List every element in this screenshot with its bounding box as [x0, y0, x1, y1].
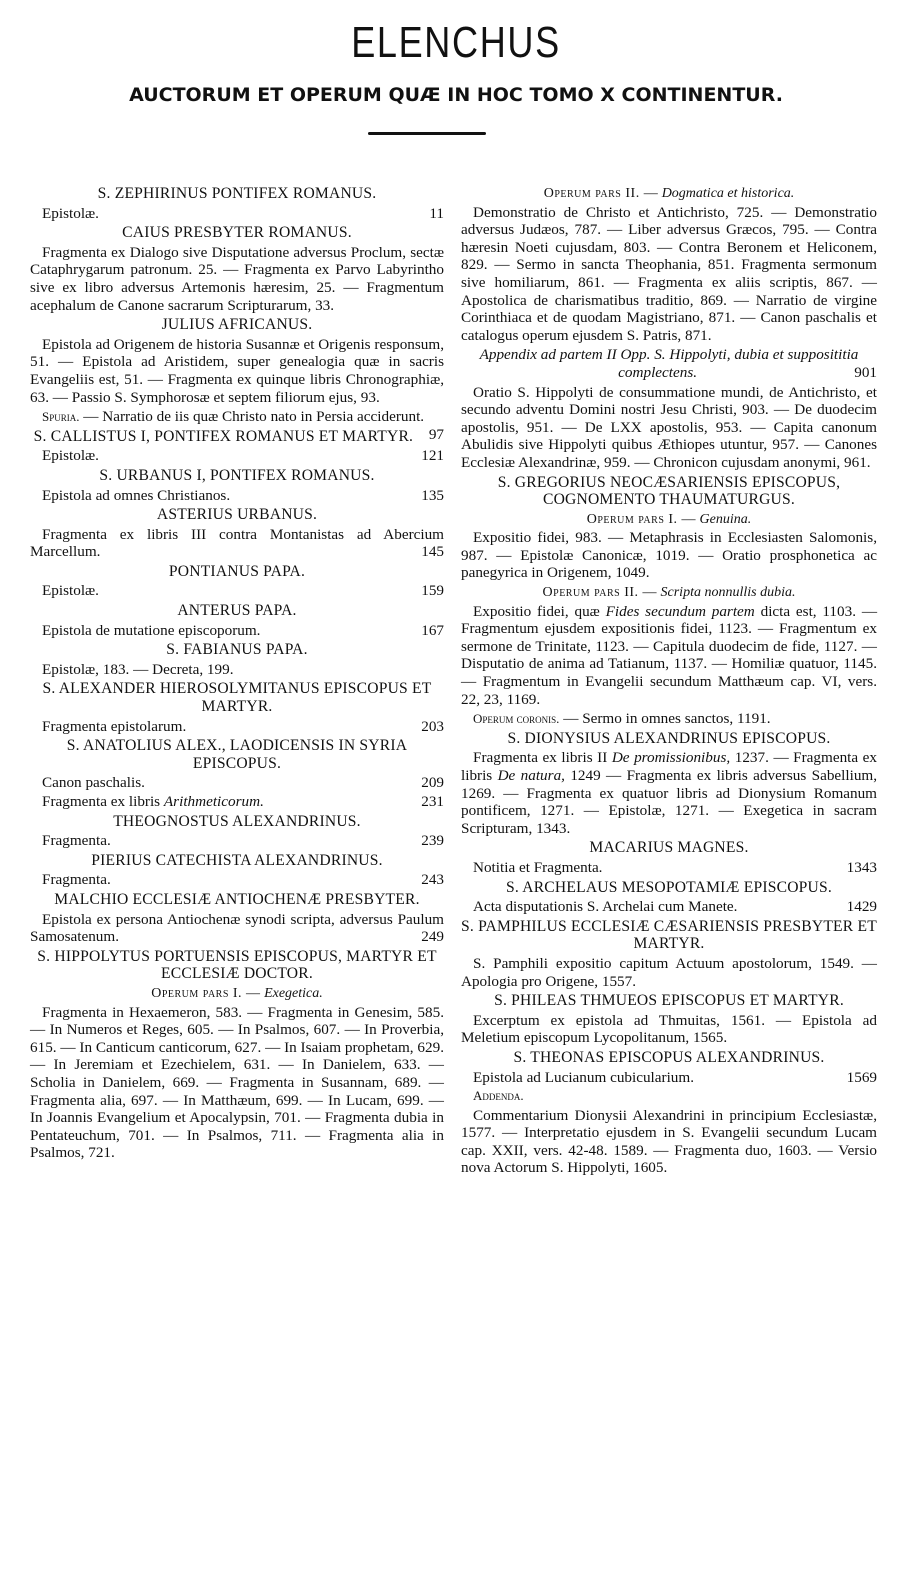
entry-row — [30, 871, 444, 889]
entry-label: Fragmenta. — [42, 832, 111, 850]
page-number: 1343 — [846, 858, 877, 876]
entry-label — [42, 793, 264, 811]
entry-row — [461, 859, 877, 877]
section-heading: PONTIANUS PAPA. — [168, 562, 306, 580]
section-heading: S. FABIANUS PAPA. — [166, 641, 308, 659]
entry-text — [461, 749, 877, 837]
entry-label: Fragmenta epistolarum. — [42, 717, 187, 735]
part-title: Scripta nonnullis dubia. — [660, 585, 796, 601]
page-number: 239 — [421, 832, 444, 850]
entry-text: Commentarium Dionysii Alexandrini in principium Ecclesiastæ, 1577. — Interpretatio ejusdem in S. Evangelii secundum Lucam cap. XXII, vers. 42-48. 1589. — Fragmenta duo, 1603. — Versio nova Actorum S. Hippolyti, 1605. — [461, 1106, 877, 1177]
entry-text-b: 1237. — Fragmenta ex libris — [461, 749, 878, 784]
page-number: 243 — [421, 871, 444, 889]
spuria-label: Spuria. — [42, 409, 80, 425]
part-heading — [30, 985, 444, 1003]
entry-label: Acta disputationis S. Archelai cum Manete. — [473, 898, 738, 916]
part-label: Operum pars II. — — [542, 585, 658, 601]
section-heading: S. THEONAS EPISCOPUS ALEXANDRINUS. — [513, 1048, 825, 1066]
page-number: 1569 — [846, 1068, 877, 1086]
part-heading — [461, 185, 877, 203]
entry-text-b: dicta est, 1103. — Fragmentum ejusdem expositionis fidei, 1123. — Fragmentum ex sermone de Trinitate, 1123. — Capitula duodecim de fide, 1127. — Disputatio de anima ad Tatianum, 1137. — Homiliæ quatuor, 1145. — Fragmentum in Evangelii secundum Matthæum cap. VI, vers. 22, 23, 1169. — [461, 602, 878, 708]
entry-text-c: 1249 — Fragmenta ex libris adversus Sabellium, 1269. — Fragmenta ex quatuor libris ad Dionysium Romanum pontificem, 1271. — Epistolæ, 1271. — Exegetica in sacram Scripturam, 1343. — [461, 767, 878, 837]
section-heading: THEOGNOSTUS ALEXANDRINUS. — [113, 812, 361, 830]
coronis-label: Operum coronis. — [473, 711, 560, 727]
page-subtitle: AUCTORUM ET OPERUM QUÆ IN HOC TOMO X CONTINENTUR. — [129, 84, 783, 106]
part-label: Operum pars I. — — [151, 985, 261, 1001]
entry-label: Fragmenta. — [42, 871, 111, 889]
entry-text: Oratio S. Hippolyti de consummatione mundi, de Antichristo, et secundo adventu Domini nostri Jesu Christi, 903. — De duodecim apostolis, 951. — De LXX apostolis, 953. — Capita canonum Abulidis sive Hippolyti quibus Æthiopes utuntur, 957. — Canones Ecclesiæ Alexandrinæ, 959. — Chronicon cujusdam anonymi, 961. — [461, 383, 877, 471]
entry-label: Epistolæ. — [42, 204, 99, 222]
entry-label: Notitia et Fragmenta. — [473, 858, 603, 876]
section-heading: JULIUS AFRICANUS. — [161, 316, 313, 334]
page-number: 145 — [421, 543, 444, 561]
section-heading: MALCHIO ECCLESIÆ ANTIOCHENÆ PRESBYTER. — [54, 890, 420, 908]
entry-row — [30, 582, 444, 600]
part-title: Exegetica. — [264, 985, 323, 1001]
entry-text: Expositio fidei, 983. — Metaphrasis in Ecclesiasten Salomonis, 987. — Epistolæ Canonicæ, 1019. — Oratio prosphonetica ac panegyrica in Origenem, 1049. — [461, 529, 877, 582]
appendix-title: Appendix ad partem II Opp. S. Hippolyti, dubia et supposititia complectens. — [479, 346, 859, 381]
part-heading — [461, 511, 877, 529]
page-number: 135 — [421, 486, 444, 504]
entry-text: Fragmenta ex Dialogo sive Disputatione adversus Proclum, sectæ Cataphrygarum patronum. 25. — Fragmenta ex Parvo Labyrintho sive ex libro adversus Artemonis hæresim, 25. — Fragmentum acephalum de Canone sacrarum Scripturarum, 33. — [30, 243, 444, 314]
left-column — [30, 183, 444, 1164]
entry-text-italic: De natura, — [497, 767, 565, 784]
entry-text — [461, 710, 877, 728]
page-title: ELENCHUS — [351, 18, 561, 67]
entry-text: Fragmenta in Hexaemeron, 583. — Fragmenta in Genesim, 585. — In Numeros et Reges, 605. — In Psalmos, 607. — In Proverbia, 615. — In Canticum canticorum, 627. — In Isaiam prophetam, 629. — In Jeremiam et Ezechielem, 631. — In Danielem, 633. — Scholia in Danielem, 669. — Fragmenta in Susannam, 689. — Fragmenta alia, 697. — In Matthæum, 699. — In Lucam, 699. — In Joannis Evangelium et Apocalypsin, 701. — Fragmenta dubia in Pentateuchum, 701. — In Psalmos, 711. — Fragmenta alia in Psalmos, 721. — [30, 1003, 444, 1162]
page-number: 1429 — [846, 898, 877, 916]
entry-label: Epistolæ, 183. — Decreta, 199. — [42, 660, 234, 678]
section-heading: PIERIUS CATECHISTA ALEXANDRINUS. — [91, 851, 383, 869]
entry-label: Epistolæ. — [42, 447, 99, 465]
entry-label: Epistola de mutatione episcoporum. — [42, 621, 261, 639]
section-heading: S. URBANUS I, PONTIFEX ROMANUS. — [99, 466, 375, 484]
entry-label-text: Fragmenta ex libris — [42, 793, 161, 810]
page-number: 203 — [421, 717, 444, 735]
section-heading: S. CALLISTUS I, PONTIFEX ROMANUS ET MARTYR. — [33, 427, 414, 445]
entry-text — [461, 603, 877, 709]
section-heading: CAIUS PRESBYTER ROMANUS. — [122, 224, 352, 242]
page-number: 167 — [421, 621, 444, 639]
entry-row — [461, 1069, 877, 1087]
title-rule — [368, 132, 486, 135]
entry-label: Epistola ex persona Antiochenæ synodi scripta, adversus Paulum Samosatenum. — [30, 910, 444, 946]
page-number: 159 — [421, 582, 444, 600]
entry-label: Epistolæ. — [42, 582, 99, 600]
section-heading: S. HIPPOLYTUS PORTUENSIS EPISCOPUS, MARTYR ET ECCLESIÆ DOCTOR. — [37, 947, 437, 983]
section-heading: S. PHILEAS THMUEOS EPISCOPUS ET MARTYR. — [494, 992, 844, 1010]
entry-label: Fragmenta ex libris III contra Montanistas ad Abercium Marcellum. — [30, 525, 444, 561]
entry-text-italic: Fides secundum partem — [605, 602, 755, 620]
part-title: Genuina. — [699, 511, 752, 527]
part-label: Operum pars II. — — [543, 186, 659, 201]
spuria-text: — Narratio de iis quæ Christo nato in Persia acciderunt. — [83, 408, 425, 426]
entry-text-a: Fragmenta ex libris II — [473, 749, 608, 767]
addenda-label: Addenda. — [473, 1088, 524, 1104]
section-heading: S. ALEXANDER HIEROSOLYMITANUS EPISCOPUS ET MARTYR. — [42, 680, 432, 716]
entry-row — [30, 793, 444, 811]
section-heading: S. ZEPHIRINUS PONTIFEX ROMANUS. — [97, 185, 377, 202]
entry-text: Demonstratio de Christo et Antichristo, 725. — Demonstratio adversus Judæos, 787. — Liber adversus Græcos, 795. — Contra hæresin Noeti cujusdam, 803. — Contra Beronem et Heliconem, 829. — Sermo in sancta Theophania, 851. Fragmenta sermonum sive homiliarum, 861. — Fragmenta ex aliis scriptis, 867. — Apostolica de charismatibus traditio, 869. — Narratio de virgine Corinthiaca et de quodam Magistriano, 871. — Canon paschalis et catalogus operum ejusdem S. Patris, 871. — [461, 203, 877, 344]
section-heading: ANTERUS PAPA. — [177, 602, 297, 620]
section-heading: S. ARCHELAUS MESOPOTAMIÆ EPISCOPUS. — [506, 878, 832, 896]
entry-label: Epistola ad Lucianum cubicularium. — [473, 1068, 694, 1086]
entry-text-italic: De promissionibus, — [611, 749, 731, 767]
entry-row — [30, 487, 444, 505]
part-title: Dogmatica et historica. — [661, 186, 795, 201]
section-heading: S. DIONYSIUS ALEXANDRINUS EPISCOPUS. — [507, 729, 831, 747]
entry-row — [30, 622, 444, 640]
entry-row — [30, 661, 444, 679]
entry-label: Epistola ad omnes Christianos. — [42, 486, 231, 504]
entry-row — [461, 898, 877, 916]
entry-row — [30, 832, 444, 850]
page-number: 231 — [421, 793, 444, 810]
entry-text-a: Expositio fidei, quæ — [473, 602, 600, 620]
section-heading: S. GREGORIUS NEOCÆSARIENSIS EPISCOPUS, COGNOMENTO THAUMATURGUS. — [497, 473, 841, 509]
section-heading: S. PAMPHILUS ECCLESIÆ CÆSARIENSIS PRESBYTER ET MARTYR. — [461, 917, 877, 953]
page-number: 11 — [429, 204, 444, 222]
entry-row — [30, 205, 444, 223]
entry-row — [30, 447, 444, 465]
section-heading: S. ANATOLIUS ALEX., LAODICENSIS IN SYRIA EPISCOPUS. — [66, 737, 408, 772]
page-number: 901 — [854, 363, 877, 381]
section-heading: ASTERIUS URBANUS. — [156, 506, 318, 524]
entry-text: Excerptum ex epistola ad Thmuitas, 1561. — Epistola ad Meletium episcopum Lycopolitanum, 1565. — [461, 1011, 877, 1047]
part-heading — [461, 584, 877, 602]
section-heading: MACARIUS MAGNES. — [589, 839, 749, 857]
appendix-heading — [461, 346, 877, 381]
page-number: 209 — [421, 774, 444, 792]
entry-label-italic: Arithmeticorum. — [163, 793, 264, 810]
page-number: 249 — [421, 928, 444, 946]
page-number: 97 — [428, 425, 444, 443]
page-number: 121 — [421, 447, 444, 465]
entry-label: Canon paschalis. — [42, 774, 145, 792]
coronis-text: — Sermo in omnes sanctos, 1191. — [563, 710, 771, 728]
right-column — [461, 183, 877, 1179]
entry-text — [30, 526, 444, 561]
entry-text: S. Pamphili expositio capitum Actuum apostolorum, 1549. — Apologia pro Origene, 1557. — [461, 954, 877, 990]
entry-text — [30, 911, 444, 946]
entry-row — [30, 774, 444, 792]
part-label: Operum pars I. — — [586, 511, 697, 527]
entry-row — [30, 718, 444, 736]
entry-text: Epistola ad Origenem de historia Susannæ et Origenis responsum, 51. — Epistola ad Aristidem, super genealogia quæ in sacris Evangeliis est, 51. — Fragmenta ex quinque libris Chronographiæ, 63. — Passio S. Symphorosæ et septem filiorum ejus, 93. — [30, 335, 444, 406]
